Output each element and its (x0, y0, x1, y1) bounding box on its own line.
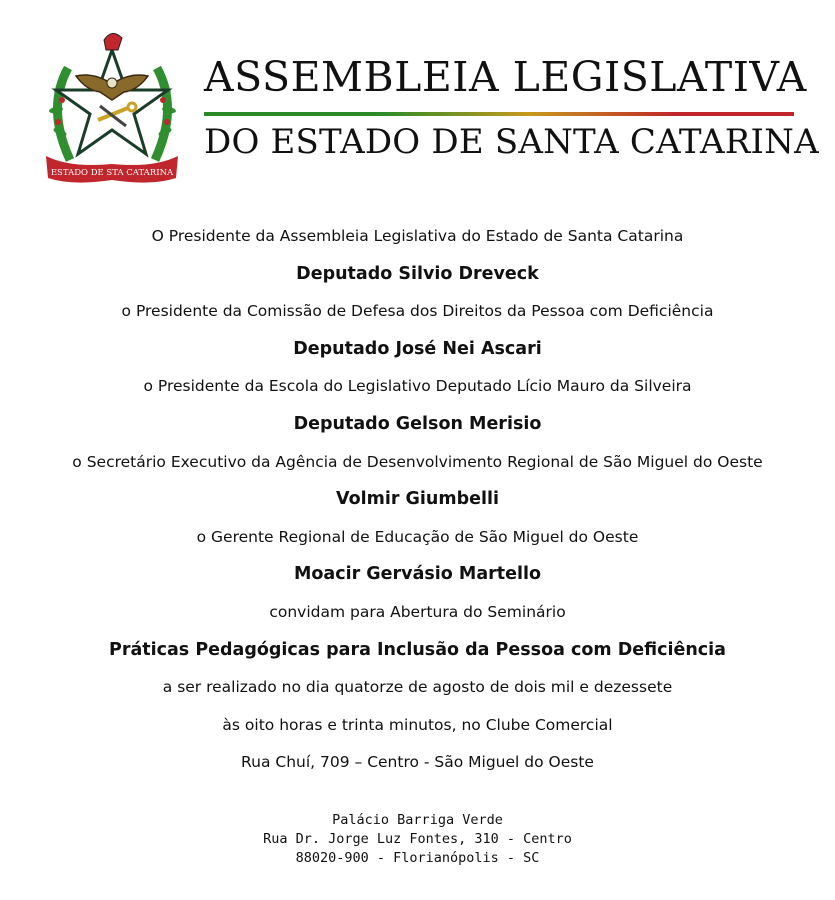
host-name: Volmir Giumbelli (335, 489, 499, 510)
host-name: Deputado Silvio Dreveck (296, 263, 539, 284)
title-line-2: DO ESTADO DE SANTA CATARINA (204, 122, 819, 162)
footer-city: 88020-900 - Florianópolis - SC (295, 850, 540, 866)
host-name: Deputado Gelson Merisio (293, 413, 542, 434)
invitation-line: convidam para Abertura do Seminário (269, 602, 566, 621)
footer-building: Palácio Barriga Verde (332, 812, 503, 828)
footer-street: Rua Dr. Jorge Luz Fontes, 310 - Centro (263, 831, 572, 847)
host-name: Deputado José Nei Ascari (293, 338, 542, 359)
event-address: Rua Chuí, 709 – Centro - São Miguel do Oeste (241, 753, 594, 772)
invitation-line: o Gerente Regional de Educação de São Miguel do Oeste (196, 527, 639, 546)
invitation-line: o Secretário Executivo da Agência de Desenvolvimento Regional de São Miguel do Oeste (72, 452, 763, 471)
footer-address (0, 811, 835, 868)
tricolor-divider (204, 112, 794, 116)
invitation-body (0, 218, 835, 782)
invitation-line: o Presidente da Escola do Legislativo Deputado Lício Mauro da Silveira (143, 377, 692, 396)
event-date: a ser realizado no dia quatorze de agosto de dois mil e dezessete (162, 678, 673, 697)
invitation-line: O Presidente da Assembleia Legislativa do Estado de Santa Catarina (151, 227, 684, 245)
seminar-title: Práticas Pedagógicas para Inclusão da Pessoa com Deficiência (109, 639, 726, 660)
state-coat-of-arms-icon (40, 28, 185, 188)
seal-ribbon-text: ESTADO DE STA CATARINA (50, 168, 174, 178)
title-line-1: ASSEMBLEIA LEGISLATIVA (204, 53, 807, 101)
host-name: Moacir Gervásio Martello (293, 564, 542, 585)
letterhead (0, 0, 835, 200)
event-time-venue: às oito horas e trinta minutos, no Clube Comercial (222, 715, 613, 734)
invitation-line: o Presidente da Comissão de Defesa dos Direitos da Pessoa com Deficiência (121, 302, 714, 321)
